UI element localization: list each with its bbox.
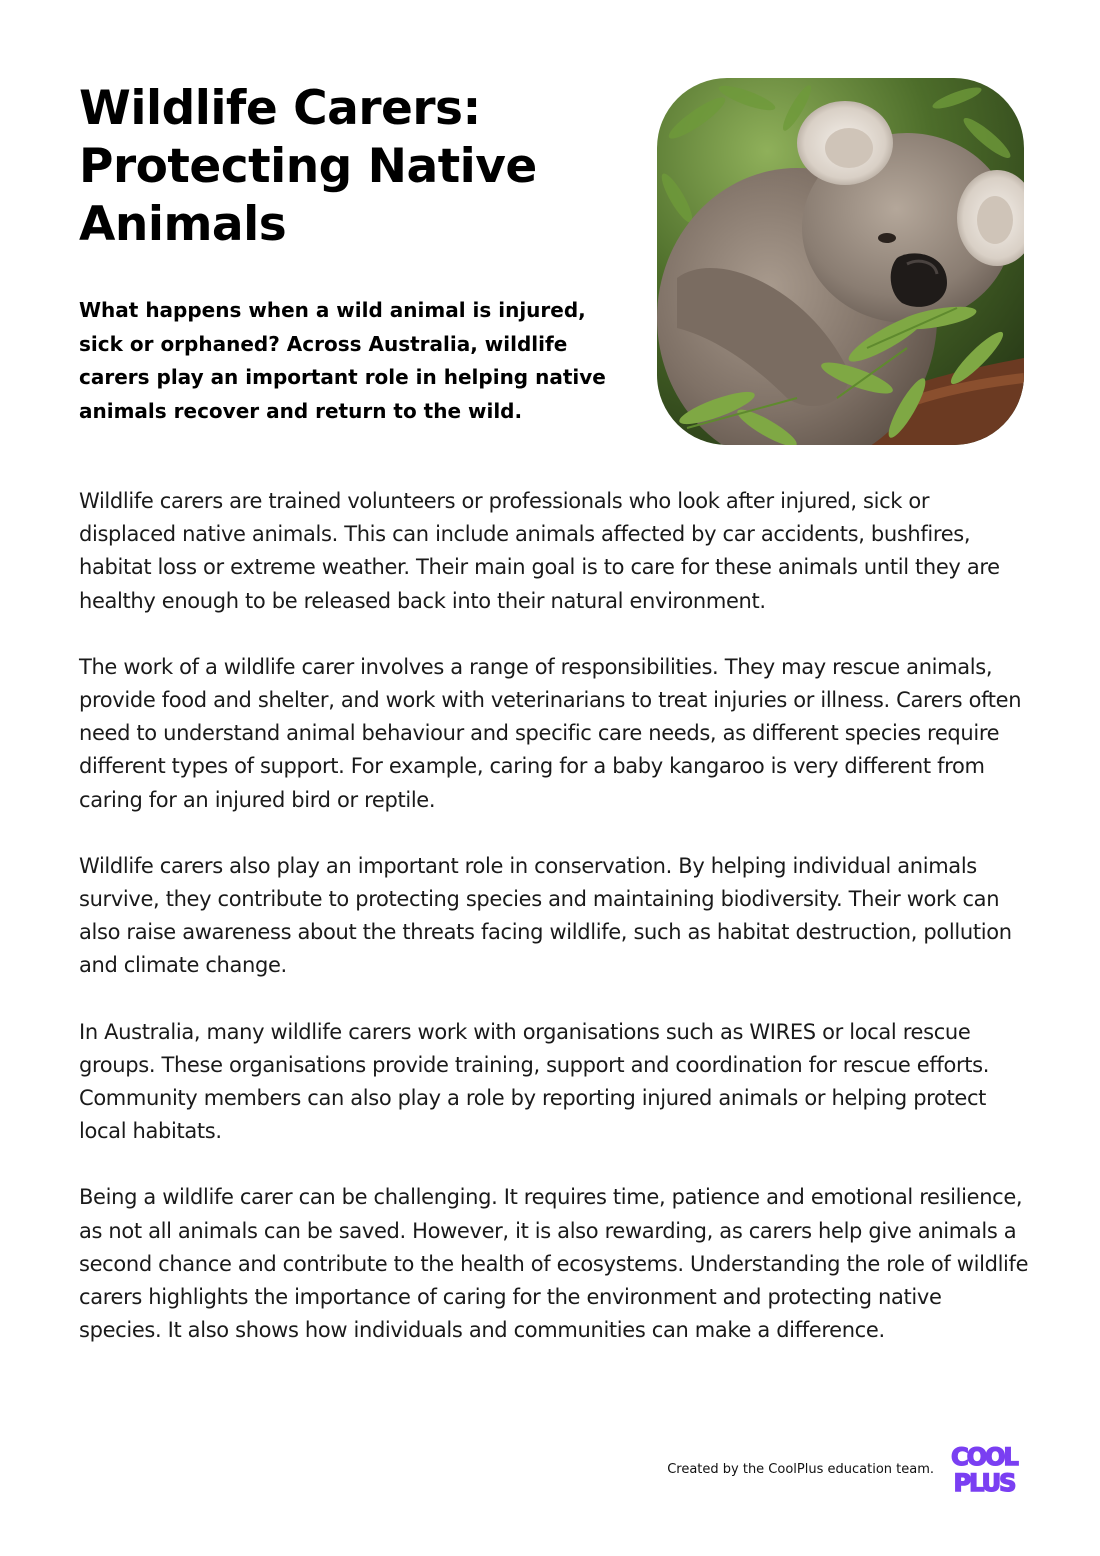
body-paragraph: Wildlife carers are trained volunteers or professionals who look after injured, sick or displaced native animals. This can include animals affected by car accidents, bushfires, habitat loss or extreme weather. Their main goal is to care for these animals until they are healthy enough to be released back into their natural environment. <box>79 489 1000 613</box>
intro-paragraph: What happens when a wild animal is injured, sick or orphaned? Across Australia, wildlife carers play an important role in helping native animals recover and return to the wild. <box>79 298 606 423</box>
coolplus-logo-mark <box>944 1441 1024 1497</box>
body-paragraph: Wildlife carers also play an important role in conservation. By helping individual animals survive, they contribute to protecting species and maintaining biodiversity. Their work can also raise awareness about the threats facing wildlife, such as habitat destruction, pollution and climate change. <box>79 853 1012 978</box>
body-paragraph: The work of a wildlife carer involves a range of responsibilities. They may rescue animals, provide food and shelter, and work with veterinarians to treat injuries or illness. Carers often need to understand animal behaviour and specific care needs, as different species require different types of support. For example, caring for a baby kangaroo is very different from caring for an injured bird or reptile. <box>79 654 1022 812</box>
article-body <box>79 485 1029 1380</box>
koala-photo <box>657 78 1024 445</box>
body-paragraph: In Australia, many wildlife carers work with organisations such as WIRES or local rescue groups. These organisations provide training, support and coordination for rescue efforts. Community members can also play a role by reporting injured animals or helping protect local habitats. <box>79 1019 990 1144</box>
footer-credit: Created by the CoolPlus education team. <box>667 1462 934 1477</box>
logo-line-1: COOL <box>951 1443 1017 1471</box>
koala-illustration <box>657 78 1024 445</box>
page-title: Wildlife Carers: Protecting Native Animals <box>79 81 537 252</box>
logo-line-2: PLUS <box>953 1469 1015 1497</box>
body-paragraph: Being a wildlife carer can be challenging. It requires time, patience and emotional resilience, as not all animals can be saved. However, it is also rewarding, as carers help give animals a second chance and contribute to the health of ecosystems. Understanding the role of wildlife carers highlights the importance of caring for the environment and protecting native species. It also shows how individuals and communities can make a difference. <box>79 1185 1029 1343</box>
coolplus-logo <box>944 1441 1024 1497</box>
